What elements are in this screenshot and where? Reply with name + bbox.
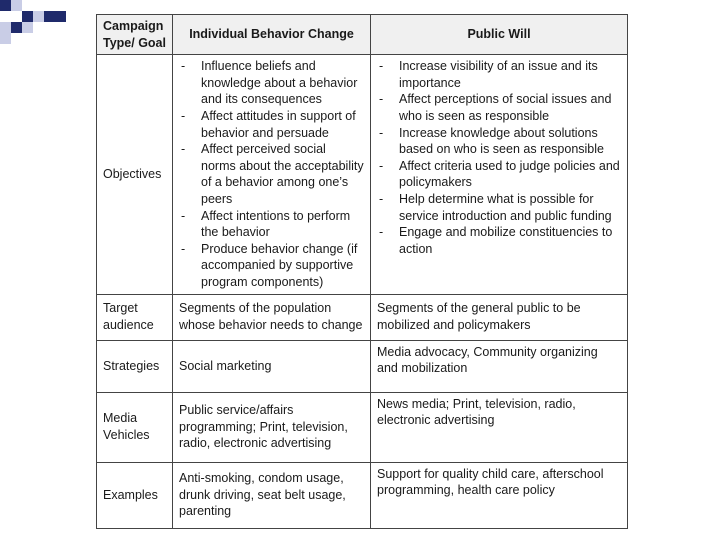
table-cell: News media; Print, television, radio, electronic advertising	[371, 392, 628, 462]
table-cell: Anti-smoking, condom usage, drunk driving, seat belt usage, parenting	[173, 462, 371, 528]
public-objectives-cell	[371, 55, 628, 294]
row-label: Target audience	[97, 294, 173, 340]
slide-corner-decoration	[0, 0, 80, 46]
table-header-row	[97, 15, 628, 55]
table-cell: Social marketing	[173, 340, 371, 392]
list-item: - Produce behavior change (if accompanied by supportive program components)	[179, 241, 364, 291]
list-item: - Affect intentions to perform the behavior	[179, 208, 364, 241]
list-item: - Increase knowledge about solutions based on who is seen as responsible	[377, 125, 621, 158]
header-public-will: Public Will	[371, 15, 628, 55]
row-label: Strategies	[97, 340, 173, 392]
list-item: - Increase visibility of an issue and its importance	[377, 58, 621, 91]
comparison-table	[96, 14, 628, 529]
table-row-strategies	[97, 340, 628, 392]
list-item: - Affect perceived social norms about the acceptability of a behavior among one’s peers	[179, 141, 364, 207]
table-row-target-audience	[97, 294, 628, 340]
row-label: Objectives	[97, 55, 173, 294]
list-item: - Help determine what is possible for service introduction and public funding	[377, 191, 621, 224]
table-cell: Support for quality child care, afterschool programming, health care policy	[371, 462, 628, 528]
row-label: Media Vehicles	[97, 392, 173, 462]
header-individual-behavior-change: Individual Behavior Change	[173, 15, 371, 55]
list-item: - Affect attitudes in support of behavior and persuade	[179, 108, 364, 141]
table-row-media-vehicles	[97, 392, 628, 462]
list-item: - Affect criteria used to judge policies and policymakers	[377, 158, 621, 191]
table-row-objectives	[97, 55, 628, 294]
row-label: Examples	[97, 462, 173, 528]
table-cell: Segments of the general public to be mobilized and policymakers	[371, 294, 628, 340]
table-row-examples	[97, 462, 628, 528]
individual-objectives-cell	[173, 55, 371, 294]
list-item: - Affect perceptions of social issues and who is seen as responsible	[377, 91, 621, 124]
list-item: - Influence beliefs and knowledge about a behavior and its consequences	[179, 58, 364, 108]
table-cell: Public service/affairs programming; Print, television, radio, electronic advertising	[173, 392, 371, 462]
header-campaign-type: Campaign Type/ Goal	[97, 15, 173, 55]
table-cell: Segments of the population whose behavior needs to change	[173, 294, 371, 340]
table-cell: Media advocacy, Community organizing and mobilization	[371, 340, 628, 392]
list-item: - Engage and mobilize constituencies to action	[377, 224, 621, 257]
